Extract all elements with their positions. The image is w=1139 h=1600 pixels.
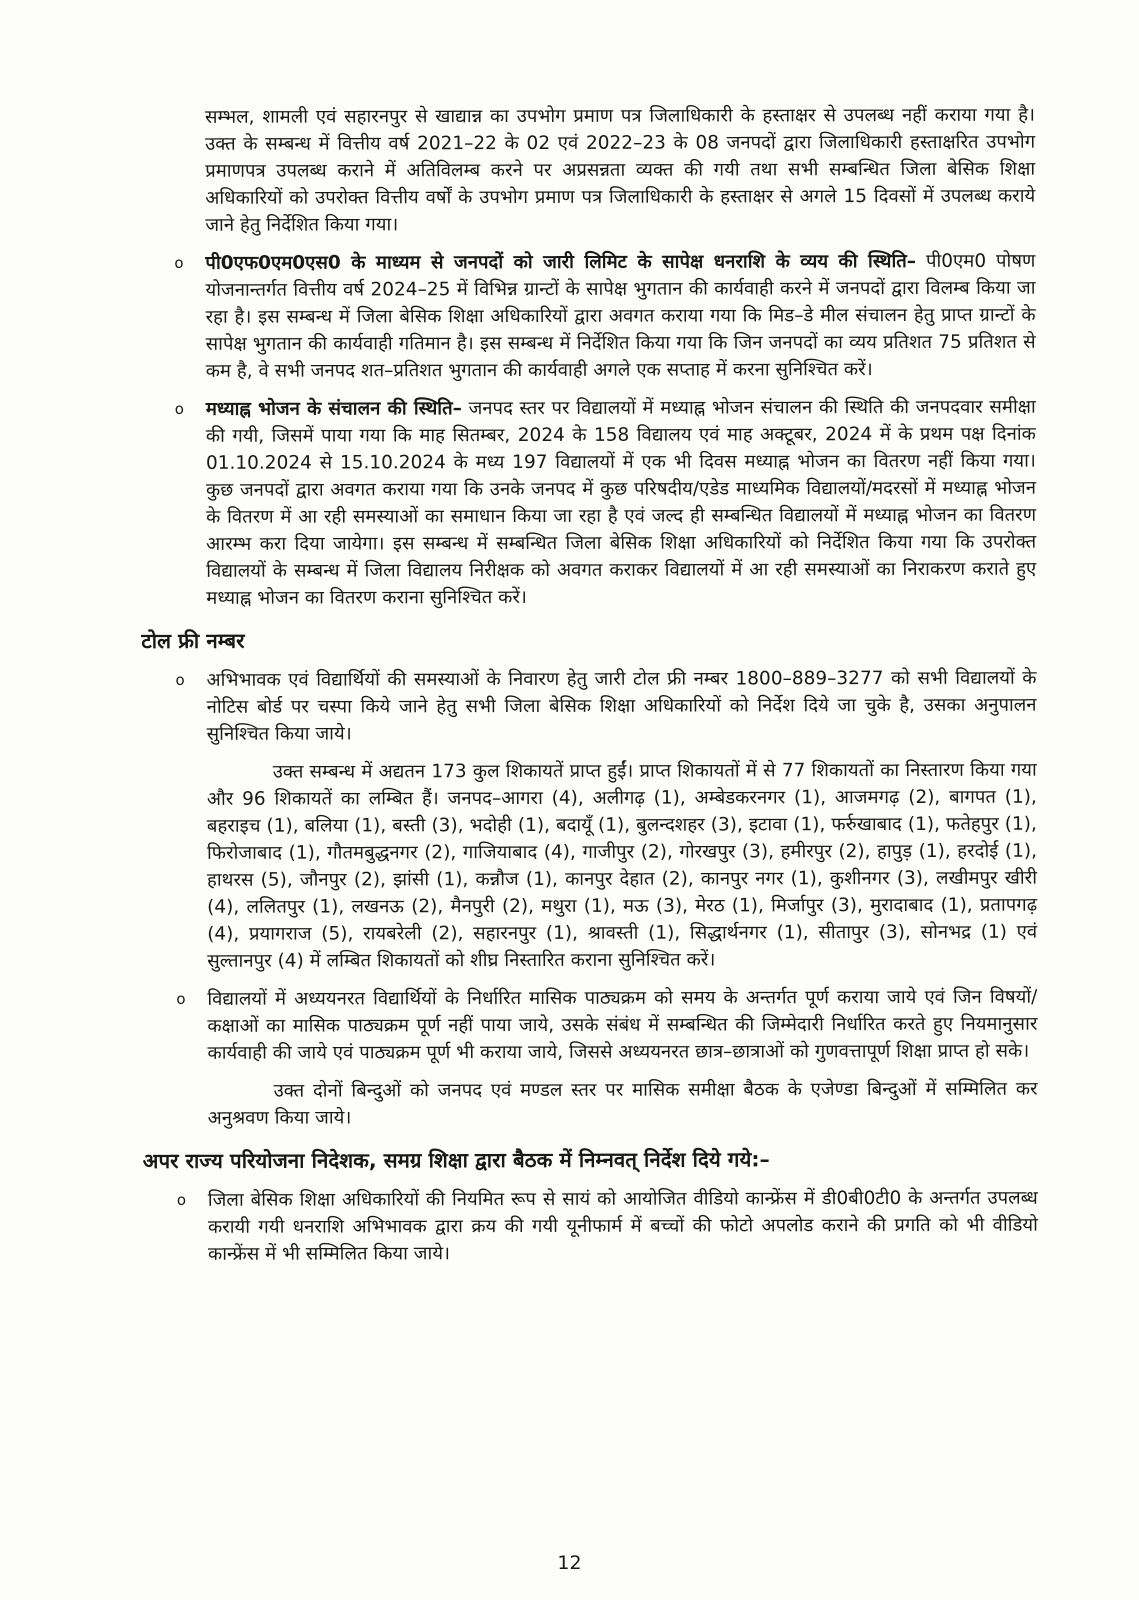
bullet-marker: o	[174, 399, 185, 418]
bullet-text-pfms: पी0एम0 पोषण योजनान्तर्गत वित्तीय वर्ष 2024–25 में विभिन्न ग्रान्टों के सापेक्ष भुगतान की कार्यवाही करने में जनपदों द्वारा विलम्ब किया जा रहा है। इस सम्बन्ध में जिला बेसिक शिक्षा अधिकारियों द्वारा अवगत कराया गया कि मिड–डे मील संचालन हेतु प्राप्त ग्रान्टों के सापेक्ष भुगतान की कार्यवाही गतिमान है। इस सम्बन्ध में निर्देशित किया गया कि जिन जनपदों का व्यय प्रतिशत 75 प्रतिशत से कम है, वे सभी जनपद शत–प्रतिशत भुगतान की कार्यवाही अगले एक सप्ताह में करना सुनिश्चित करें।	[205, 250, 1036, 382]
section-heading-apd-directions: अपर राज्य परियोजना निदेशक, समग्र शिक्षा द्वारा बैठक में निम्नवत् निर्देश दिये गये:–	[142, 1147, 770, 1173]
paragraph-consumption-certificate: सम्भल, शामली एवं सहारनपुर से खाद्यान्न का उपभोग प्रमाण पत्र जिलाधिकारी के हस्ताक्षर से उपलब्ध नहीं कराया गया है। उक्त के सम्बन्ध में वित्तीय वर्ष 2021–22 के 02 एवं 2022–23 के 08 जनपदों द्वारा जिलाधिकारी हस्ताक्षरित उपभोग प्रमाणपत्र उपलब्ध कराने में अतिविलम्ब करने पर अप्रसन्नता व्यक्त की गयी तथा सभी सम्बन्धित जिला बेसिक शिक्षा अधिकारियों को उपरोक्त वित्तीय वर्षों के उपभोग प्रमाण पत्र जिलाधिकारी के हस्ताक्षर से अगले 15 दिवसों में उपलब्ध कराये जाने हेतु निर्देशित किया गया।	[205, 104, 1036, 236]
bullet-text-midday-meal-status: जनपद स्तर पर विद्यालयों में मध्याह्न भोजन संचालन की स्थिति की जनपदवार समीक्षा की गयी, जिसमें पाया गया कि माह सितम्बर, 2024 के 158 विद्यालय एवं माह अक्टूबर, 2024 में के प्रथम पक्ष दिनांक 01.10.2024 से 15.10.2024 के मध्य 197 विद्यालयों में एक भी दिवस मध्याह्न भोजन का वितरण नहीं किया गया। कुछ जनपदों द्वारा अवगत कराया गया कि उनके जनपद में कुछ परिषदीय/एडेड माध्यमिक विद्यालयों/मदरसों में मध्याह्न भोजन के वितरण में आ रही समस्याओं का समाधान किया जा रहा है एवं जल्द ही सम्बन्धित विद्यालयों में मध्याह्न भोजन का वितरण आरम्भ करा दिया जायेगा। इस सम्बन्ध में सम्बन्धित जिला बेसिक शिक्षा अधिकारियों को निर्देशित किया गया कि उपरोक्त विद्यालयों के सम्बन्ध में जिला विद्यालय निरीक्षक को अवगत कराकर विद्यालयों में आ रही समस्याओं का निराकरण कराते हुए मध्याह्न भोजन का वितरण कराना सुनिश्चित करें।	[205, 396, 1037, 609]
bullet-lead-pfms: पी0एफ0एम0एस0 के माध्यम से जनपदों को जारी लिमिट के सापेक्ष धनराशि के व्यय की स्थिति–	[205, 250, 917, 274]
section-heading-tollfree: टोल फ्री नम्बर	[141, 628, 245, 653]
page-number: 12	[557, 1552, 582, 1574]
bullet-item-tollfree	[175, 665, 1037, 748]
bullet-marker: o	[176, 1190, 187, 1209]
bullet-item-dbt-video-conference	[176, 1185, 1038, 1268]
bullet-marker: o	[175, 670, 185, 689]
bullet-lead-midday-meal-status: मध्याह्न भोजन के संचालन की स्थिति–	[205, 398, 462, 420]
bullet-text-dbt-video-conference: जिला बेसिक शिक्षा अधिकारियों की नियमित रूप से सायं को आयोजित वीडियो कान्फ्रेंस में डी0बी0टी0 के अन्तर्गत उपलब्ध करायी गयी धनराशि अभिभावक द्वारा क्रय की गयी यूनीफार्म में बच्चों की फोटो अपलोड कराने की प्रगति को भी वीडियो कान्फ्रेंस में भी सम्मिलित किया जाये।	[207, 1187, 1038, 1265]
bullet-text-tollfree: अभिभावक एवं विद्यार्थियों की समस्याओं के निवारण हेतु जारी टोल फ्री नम्बर 1800–889–3277 को सभी विद्यालयों के नोटिस बोर्ड पर चस्पा किये जाने हेतु सभी जिला बेसिक शिक्षा अधिकारियों को निर्देश दिये जा चुके है, उसका अनुपालन सुनिश्चित किया जाये।	[206, 667, 1037, 745]
bullet-item-syllabus	[176, 984, 1038, 1067]
document-body	[140, 102, 1038, 1279]
bullet-marker: o	[176, 989, 186, 1008]
paragraph-agenda-monitoring: उक्त दोनों बिन्दुओं को जनपद एवं मण्डल स्तर पर मासिक समीक्षा बैठक के एजेण्डा बिन्दुओं में सम्मिलित कर अनुश्रवण किया जाये।	[207, 1078, 1038, 1129]
bullet-item-pfms	[174, 248, 1036, 385]
bullet-text-syllabus: विद्यालयों में अध्ययनरत विद्यार्थियों के निर्धारित मासिक पाठ्यक्रम को समय के अन्तर्गत पूर्ण कराया जाये एवं जिन विषयों/कक्षाओं का मासिक पाठ्यक्रम पूर्ण नहीं पाया जाये, उसके संबंध में सम्बन्धित की जिम्मेदारी निर्धारित करते हुए नियमानुसार कार्यवाही की जाये एवं पाठ्यक्रम पूर्ण भी कराया जाये, जिससे अध्ययनरत छात्र–छात्राओं को गुणवत्तापूर्ण शिक्षा प्राप्त हो सके।	[207, 986, 1038, 1064]
bullet-item-midday-meal-status	[174, 394, 1037, 612]
bullet-marker: o	[174, 253, 184, 272]
paragraph-complaints-districts: उक्त सम्बन्ध में अद्यतन 173 कुल शिकायतें प्राप्त हुईं। प्राप्त शिकायतों में से 77 शिकायतों का निस्तारण किया गया और 96 शिकायतें का लम्बित हैं। जनपद–आगरा (4), अलीगढ़ (1), अम्बेडकरनगर (1), आजमगढ़ (2), बागपत (1), बहराइच (1), बलिया (1), बस्ती (3), भदोही (1), बदायूँ (1), बुलन्दशहर (3), इटावा (1), फर्रुखाबाद (1), फतेहपुर (1), फिरोजाबाद (1), गौतमबुद्धनगर (2), गाजियाबाद (4), गाजीपुर (2), गोरखपुर (3), हमीरपुर (2), हापुड़ (1), हरदोई (1), हाथरस (5), जौनपुर (2), झांसी (1), कन्नौज (1), कानपुर देहात (2), कानपुर नगर (1), कुशीनगर (3), लखीमपुर खीरी (4), ललितपुर (1), लखनऊ (2), मैनपुरी (2), मथुरा (1), मऊ (3), मेरठ (1), मिर्जापुर (3), मुरादाबाद (1), प्रतापगढ़ (4), प्रयागराज (5), रायबरेली (2), सहारनपुर (1), श्रावस्ती (1), सिद्धार्थनगर (1), सीतापुर (3), सोनभद्र (1) एवं सुल्तानपुर (4) में लम्बित शिकायतों को शीघ्र निस्तारित कराना सुनिश्चित करें।	[206, 759, 1038, 972]
